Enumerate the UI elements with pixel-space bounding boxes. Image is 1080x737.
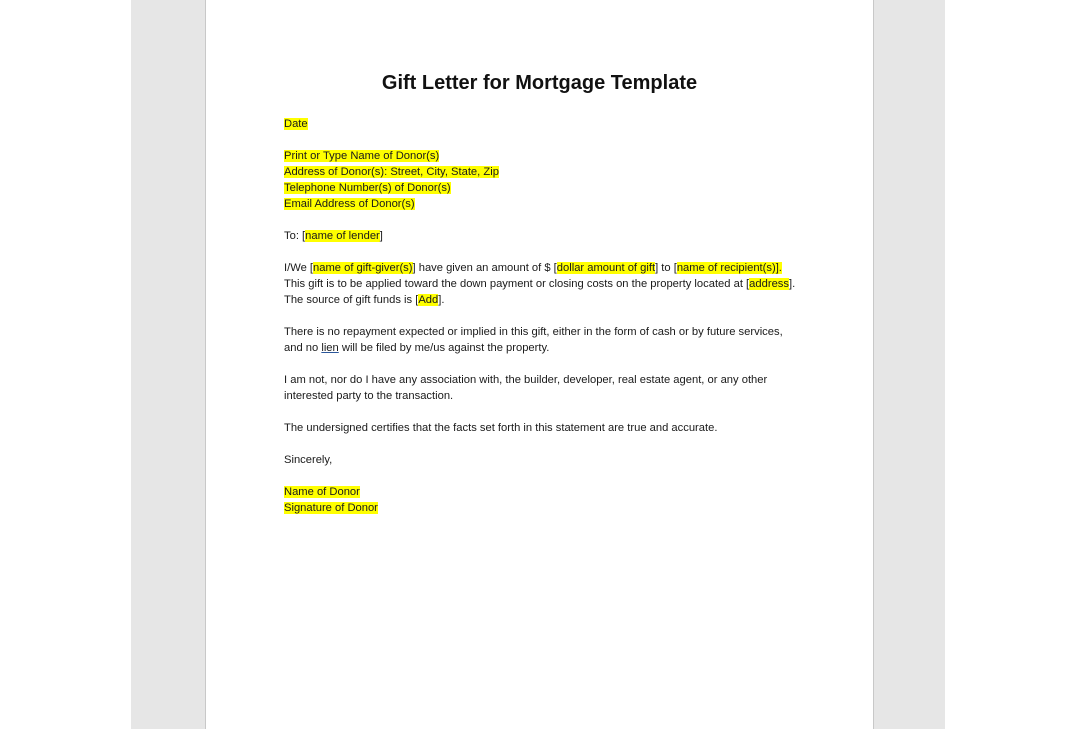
- donor-name-placeholder: Print or Type Name of Donor(s): [284, 150, 440, 162]
- gift-line2-end: ].: [788, 278, 796, 290]
- gift-paragraph-line1: [284, 260, 804, 276]
- repayment-line2: [284, 340, 804, 356]
- gift-mid2: ] to [: [655, 262, 677, 274]
- donor-address-line: [284, 164, 804, 180]
- address-placeholder: address: [749, 278, 789, 290]
- donor-email-placeholder: Email Address of Donor(s): [284, 198, 415, 210]
- signature-name-placeholder: Name of Donor: [284, 486, 360, 498]
- document-title: Gift Letter for Mortgage Template: [381, 72, 698, 94]
- repayment-line2-end: will be filed by me/us against the property.: [338, 342, 550, 354]
- gift-paragraph-line2: [284, 276, 804, 292]
- donor-phone-placeholder: Telephone Number(s) of Donor(s): [284, 182, 451, 194]
- closing-line: Sincerely,: [284, 454, 333, 466]
- giver-placeholder: name of gift-giver(s): [313, 262, 413, 274]
- to-line: [284, 228, 804, 244]
- gift-line3-end: ].: [438, 294, 445, 306]
- signature-line: [284, 500, 804, 516]
- signature-name-line: [284, 484, 804, 500]
- lien-link[interactable]: lien: [321, 342, 339, 354]
- donor-address-placeholder: Address of Donor(s): Street, City, State, Zip: [284, 166, 499, 178]
- donor-phone-line: [284, 180, 804, 196]
- document-body: [284, 116, 804, 516]
- gift-mid1: ] have given an amount of $ [: [412, 262, 557, 274]
- signature-placeholder: Signature of Donor: [284, 502, 378, 514]
- donor-name-line: [284, 148, 804, 164]
- repayment-line2-start: and no: [284, 342, 322, 354]
- to-prefix: To: [: [284, 230, 306, 242]
- gift-line2-start: This gift is to be applied toward the down payment or closing costs on the property located at [: [284, 278, 750, 290]
- source-placeholder: Add: [418, 294, 439, 306]
- date-placeholder: Date: [284, 118, 308, 130]
- association-line2: interested party to the transaction.: [284, 390, 454, 402]
- gift-line3-start: The source of gift funds is [: [284, 294, 419, 306]
- association-line1: I am not, nor do I have any association with, the builder, developer, real estate agent, or any other: [284, 374, 768, 386]
- gift-paragraph-line3: [284, 292, 804, 308]
- gift-intro: I/We [: [284, 262, 314, 274]
- to-close-bracket: ]: [379, 230, 383, 242]
- lender-placeholder: name of lender: [305, 230, 380, 242]
- repayment-line1: There is no repayment expected or implied in this gift, either in the form of cash or by future services,: [284, 326, 783, 338]
- document-page[interactable]: [205, 0, 874, 729]
- amount-placeholder: dollar amount of gift: [556, 262, 656, 274]
- certification-line: The undersigned certifies that the facts set forth in this statement are true and accurate.: [284, 422, 718, 434]
- recipient-placeholder: name of recipient(s)].: [676, 262, 782, 274]
- date-line: [284, 116, 804, 132]
- donor-email-line: [284, 196, 804, 212]
